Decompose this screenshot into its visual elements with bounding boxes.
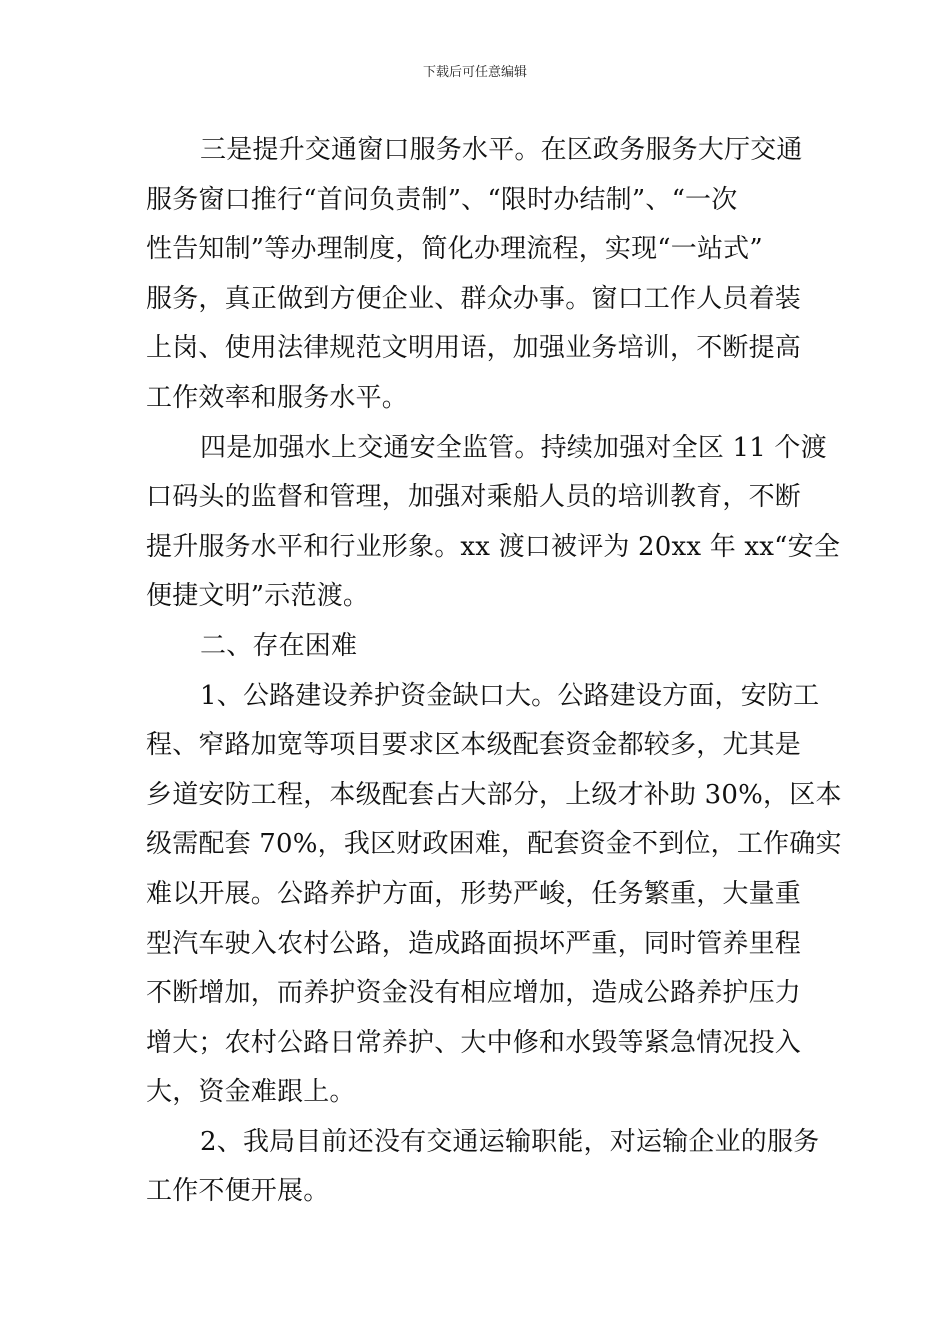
text-line: 不断增加，而养护资金没有相应增加，造成公路养护压力 bbox=[146, 978, 802, 1009]
page-header-note: 下载后可任意编辑 bbox=[422, 65, 527, 80]
paragraph-difficulty-1 bbox=[146, 672, 842, 1118]
text-line: 服务，真正做到方便企业、群众办事。窗口工作人员着装 bbox=[146, 283, 802, 314]
text-line: 服务窗口推行“首问负责制”、“限时办结制”、“一次 bbox=[146, 184, 738, 215]
text-line: 大，资金难跟上。 bbox=[146, 1077, 356, 1108]
text-line: 2、我局目前还没有交通运输职能，对运输企业的服务 bbox=[200, 1126, 820, 1157]
section-heading-text: 二、存在困难 bbox=[200, 630, 358, 661]
text-line: 上岗、使用法律规范文明用语，加强业务培训，不断提高 bbox=[146, 333, 802, 364]
text-line: 程、窄路加宽等项目要求区本级配套资金都较多，尤其是 bbox=[146, 730, 802, 761]
text-line: 乡道安防工程，本级配套占大部分，上级才补助 30%，区本 bbox=[146, 779, 842, 810]
text-line: 三是提升交通窗口服务水平。在区政务服务大厅交通 bbox=[200, 135, 803, 165]
text-line: 提升服务水平和行业形象。xx 渡口被评为 20xx 年 xx“安全 bbox=[146, 531, 841, 562]
text-line: 工作不便开展。 bbox=[146, 1176, 330, 1207]
text-line: 增大；农村公路日常养护、大中修和水毁等紧急情况投入 bbox=[146, 1027, 802, 1058]
text-line: 口码头的监督和管理，加强对乘船人员的培训教育，不断 bbox=[146, 482, 802, 513]
paragraph-service-window bbox=[146, 126, 810, 424]
paragraph-difficulty-2 bbox=[146, 1118, 820, 1217]
text-line: 四是加强水上交通安全监管。持续加强对全区 11 个渡 bbox=[200, 432, 827, 463]
text-line: 级需配套 70%，我区财政困难，配套资金不到位，工作确实 bbox=[146, 829, 842, 860]
text-line: 型汽车驶入农村公路，造成路面损坏严重，同时管养里程 bbox=[146, 928, 802, 959]
text-line: 便捷文明”示范渡。 bbox=[146, 581, 370, 612]
text-line: 难以开展。公路养护方面，形势严峻，任务繁重，大量重 bbox=[146, 878, 802, 909]
section-heading-difficulties bbox=[146, 622, 810, 672]
text-line: 1、公路建设养护资金缺口大。公路建设方面，安防工 bbox=[200, 680, 820, 711]
document-body bbox=[146, 126, 842, 1217]
paragraph-water-safety bbox=[146, 424, 841, 622]
text-line: 工作效率和服务水平。 bbox=[146, 382, 409, 413]
text-line: 性告知制”等办理制度，简化办理流程，实现“一站式” bbox=[146, 234, 763, 265]
